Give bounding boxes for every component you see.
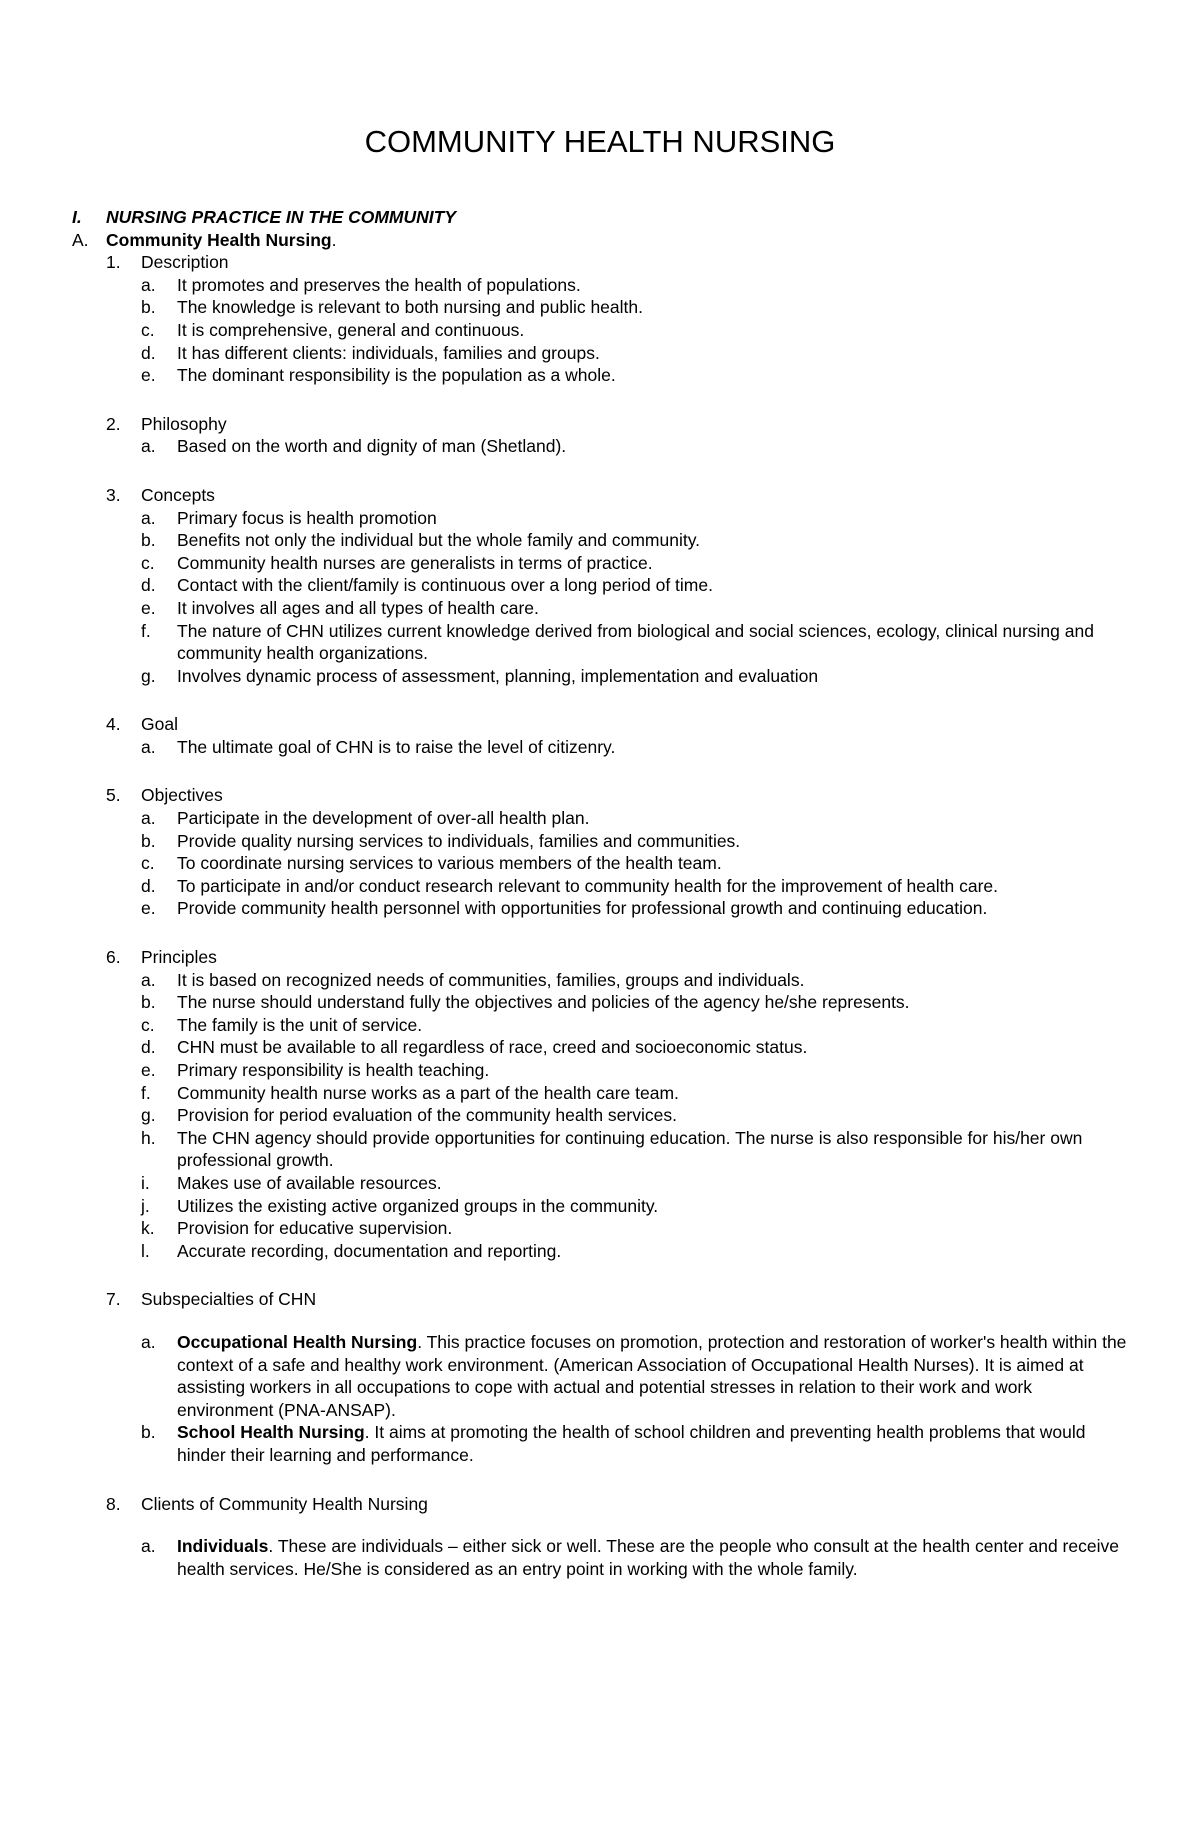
subsection-heading [72,229,1132,252]
list-item [72,274,1132,297]
spacer [72,920,1132,946]
spacer [72,1311,1132,1331]
topic-marker: 4. [106,714,121,735]
item-marker: e. [141,365,156,386]
spacer [72,758,1132,784]
item-text: Provision for period evaluation of the community health services. [177,1105,677,1126]
item-text: CHN must be available to all regardless of race, creed and socioeconomic status. [177,1037,808,1058]
item-marker: g. [141,665,156,686]
item-text: Benefits not only the individual but the whole family and community. [177,530,701,551]
item-marker: h. [141,1127,156,1148]
item-marker: c. [141,319,155,340]
list-item [72,897,1132,920]
item-marker: a. [141,969,156,990]
page-title: COMMUNITY HEALTH NURSING [364,124,836,159]
list-item [72,1036,1132,1059]
list-item [72,529,1132,552]
subsection-trail: . [331,229,337,250]
topic-marker: 5. [106,785,121,806]
list-item [72,807,1132,830]
item-marker: d. [141,1037,156,1058]
item-text: The CHN agency should provide opportunities for continuing education. The nurse is also responsible for his/her own professional growth. [177,1127,1083,1171]
list-item [72,435,1132,458]
topic-title: Goal [141,714,178,735]
topic-heading [72,413,1132,436]
list-item [72,665,1132,688]
list-item [72,1082,1132,1105]
item-text: The knowledge is relevant to both nursing and public health. [177,297,643,318]
topic-heading [72,1288,1132,1311]
topic-marker: 8. [106,1493,121,1514]
item-text: Provide community health personnel with opportunities for professional growth and continuing education. [177,898,988,919]
subsection-marker: A. [72,229,89,250]
spacer [72,1467,1132,1493]
list-item [72,1059,1132,1082]
topic-marker: 2. [106,413,121,434]
list-item [72,1172,1132,1195]
item-text: The nature of CHN utilizes current knowledge derived from biological and social sciences, ecology, clinical nursing and community health organizations. [177,620,1094,664]
subsection-title: Community Health Nursing [106,229,332,250]
topic-marker: 3. [106,484,121,505]
item-text: . It aims at promoting the health of school children and preventing health problems that would hinder their learning and performance. [177,1422,1086,1465]
item-marker: d. [141,342,156,363]
item-text: It promotes and preserves the health of populations. [177,274,581,295]
item-marker: l. [141,1240,150,1261]
item-marker: b. [141,830,156,851]
item-marker: d. [141,575,156,596]
list-item [72,1195,1132,1218]
spacer [72,458,1132,484]
list-item [72,319,1132,342]
item-text: Primary responsibility is health teaching. [177,1060,490,1080]
list-item [72,1240,1132,1263]
topic-marker: 7. [106,1289,121,1310]
item-text: It is comprehensive, general and continuous. [177,319,525,340]
item-marker: a. [141,274,156,295]
item-marker: a. [141,736,156,757]
item-text: Community health nurse works as a part of the health care team. [177,1082,679,1103]
list-item [72,597,1132,620]
item-marker: a. [141,507,156,528]
list-item [72,1421,1132,1466]
list-item [72,552,1132,575]
list-item [72,507,1132,530]
item-text: Participate in the development of over-all health plan. [177,808,590,829]
item-marker: d. [141,875,156,896]
item-term: Individuals [177,1536,269,1557]
topic-heading [72,713,1132,736]
item-marker: k. [141,1218,155,1239]
item-marker: b. [141,297,156,318]
item-marker: e. [141,898,156,919]
spacer [72,1515,1132,1535]
list-item [72,1104,1132,1127]
item-text: Primary focus is health promotion [177,507,437,528]
item-marker: c. [141,853,155,874]
list-item [72,620,1132,665]
topic-title: Clients of Community Health Nursing [141,1493,428,1514]
item-marker: f. [141,620,151,641]
item-marker: a. [141,1331,156,1352]
item-text: . These are individuals – either sick or well. These are the people who consult at the health center and receive health services. He/She is considered as an entry point in working with the whole family. [177,1536,1119,1579]
item-marker: b. [141,1422,156,1443]
item-text: Utilizes the existing active organized groups in the community. [177,1195,659,1216]
document-body [72,206,1132,1580]
item-marker: b. [141,992,156,1013]
topic-heading [72,251,1132,274]
item-text: To participate in and/or conduct research relevant to community health for the improvement of health care. [177,875,998,896]
list-item [72,969,1132,992]
list-item [72,296,1132,319]
topic-marker: 6. [106,947,121,968]
item-text: Based on the worth and dignity of man (Shetland). [177,436,567,457]
item-text: Provision for educative supervision. [177,1218,453,1239]
item-text: To coordinate nursing services to various members of the health team. [177,853,722,874]
list-item [72,991,1132,1014]
list-item [72,1014,1132,1037]
topic-title: Philosophy [141,413,227,434]
list-item [72,1217,1132,1240]
list-item [72,342,1132,365]
item-text: Community health nurses are generalists in terms of practice. [177,552,653,573]
topic-heading [72,946,1132,969]
list-item [72,830,1132,853]
topic-heading [72,484,1132,507]
item-text: Involves dynamic process of assessment, planning, implementation and evaluation [177,665,819,686]
spacer [72,387,1132,413]
item-term: School Health Nursing [177,1422,365,1443]
item-text: The nurse should understand fully the objectives and policies of the agency he/she represents. [177,992,910,1013]
item-text: It has different clients: individuals, families and groups. [177,342,600,363]
section-title: NURSING PRACTICE IN THE COMMUNITY [106,207,456,227]
topic-heading [72,1493,1132,1516]
item-term: Occupational Health Nursing [177,1331,418,1352]
item-marker: a. [141,808,156,829]
list-item [72,1535,1132,1580]
topic-heading [72,784,1132,807]
item-marker: f. [141,1082,151,1103]
spacer [72,1262,1132,1288]
list-item [72,574,1132,597]
topic-marker: 1. [106,252,121,273]
item-text: It involves all ages and all types of health care. [177,597,539,618]
spacer [72,687,1132,713]
item-marker: j. [141,1195,150,1216]
item-marker: g. [141,1105,156,1126]
section-marker: I. [72,207,82,227]
item-marker: a. [141,1536,156,1557]
list-item [72,1331,1132,1421]
topic-title: Concepts [141,484,215,505]
list-item [72,736,1132,759]
item-text: It is based on recognized needs of communities, families, groups and individuals. [177,969,805,990]
item-marker: a. [141,436,156,457]
item-text: Accurate recording, documentation and reporting. [177,1240,562,1261]
item-text: . This practice focuses on promotion, protection and restoration of worker's health within the context of a safe and healthy work environment. (American Association of Occupational Health Nurses). It is aimed at assisting workers in all occupations to cope with actual and potential stresses in relation to their work and work environment (PNA-ANSAP). [177,1331,1127,1420]
topic-title: Objectives [141,785,223,806]
item-marker: e. [141,597,156,618]
item-text: The dominant responsibility is the population as a whole. [177,365,616,386]
item-marker: b. [141,530,156,551]
topic-title: Description [141,252,229,273]
topic-title: Subspecialties of CHN [141,1289,317,1310]
section-heading [72,206,1132,229]
list-item [72,852,1132,875]
list-item [72,364,1132,387]
item-marker: e. [141,1060,156,1080]
item-marker: c. [141,1014,155,1035]
item-marker: i. [141,1172,150,1193]
item-text: Contact with the client/family is continuous over a long period of time. [177,575,713,596]
item-marker: c. [141,552,155,573]
list-item [72,875,1132,898]
item-text: The ultimate goal of CHN is to raise the level of citizenry. [177,736,616,757]
item-text: The family is the unit of service. [177,1014,423,1035]
list-item [72,1127,1132,1172]
item-text: Makes use of available resources. [177,1172,442,1193]
topic-title: Principles [141,947,217,968]
item-text: Provide quality nursing services to individuals, families and communities. [177,830,741,851]
